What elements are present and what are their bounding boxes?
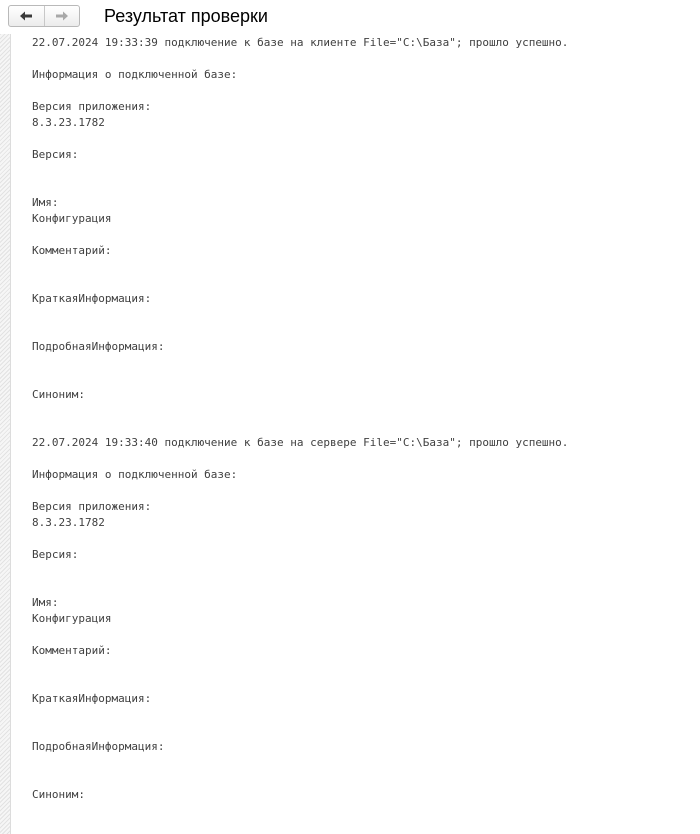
log-line: Комментарий: — [32, 244, 112, 257]
log-line: 8.3.23.1782 — [32, 516, 105, 529]
log-line — [32, 563, 700, 579]
back-button[interactable] — [9, 6, 44, 26]
log-line — [32, 163, 700, 179]
log-line — [32, 675, 700, 691]
log-line: Конфигурация — [32, 612, 112, 625]
log-line: Имя: — [32, 196, 59, 209]
log-line — [32, 275, 700, 291]
log-line — [32, 51, 700, 67]
log-line — [32, 483, 700, 499]
log-line: Имя: — [32, 596, 59, 609]
page-title: Результат проверки — [104, 6, 268, 26]
log-line — [32, 723, 700, 739]
log-line: Комментарий: — [32, 644, 112, 657]
log-line — [32, 531, 700, 547]
log-line — [32, 403, 700, 419]
log-line — [32, 451, 700, 467]
log-line — [32, 131, 700, 147]
log-line: Версия: — [32, 148, 79, 161]
log-line — [32, 579, 700, 595]
arrow-right-icon — [55, 10, 69, 22]
result-text-area[interactable] — [0, 34, 700, 834]
log-line — [32, 259, 700, 275]
log-line: Синоним: — [32, 388, 85, 401]
log-line — [32, 355, 700, 371]
forward-button[interactable] — [44, 6, 79, 26]
arrow-left-icon — [19, 10, 33, 22]
log-line: Синоним: — [32, 788, 85, 801]
log-line: 22.07.2024 19:33:39 подключение к базе на клиенте File="C:\База"; прошло успешно. — [32, 36, 569, 49]
log-line — [32, 179, 700, 195]
log-line: КраткаяИнформация: — [32, 292, 152, 305]
log-line — [32, 83, 700, 99]
text-area-gutter — [0, 34, 11, 834]
log-line: ПодробнаяИнформация: — [32, 740, 165, 753]
toolbar — [0, 0, 700, 34]
log-line — [32, 659, 700, 675]
log-text — [32, 35, 700, 803]
log-line — [32, 755, 700, 771]
log-line: 8.3.23.1782 — [32, 116, 105, 129]
log-line: Версия приложения: — [32, 100, 152, 113]
log-line — [32, 307, 700, 323]
log-line: Версия приложения: — [32, 500, 152, 513]
log-line — [32, 419, 700, 435]
log-line: Информация о подключенной базе: — [32, 468, 238, 481]
log-line — [32, 707, 700, 723]
log-line — [32, 627, 700, 643]
log-line — [32, 371, 700, 387]
navigation-buttons — [8, 5, 80, 27]
log-line: Версия: — [32, 548, 79, 561]
log-line — [32, 771, 700, 787]
log-line: ПодробнаяИнформация: — [32, 340, 165, 353]
log-line — [32, 323, 700, 339]
log-line: 22.07.2024 19:33:40 подключение к базе на сервере File="C:\База"; прошло успешно. — [32, 436, 569, 449]
log-line: Конфигурация — [32, 212, 112, 225]
log-line — [32, 227, 700, 243]
log-line: КраткаяИнформация: — [32, 692, 152, 705]
log-line: Информация о подключенной базе: — [32, 68, 238, 81]
